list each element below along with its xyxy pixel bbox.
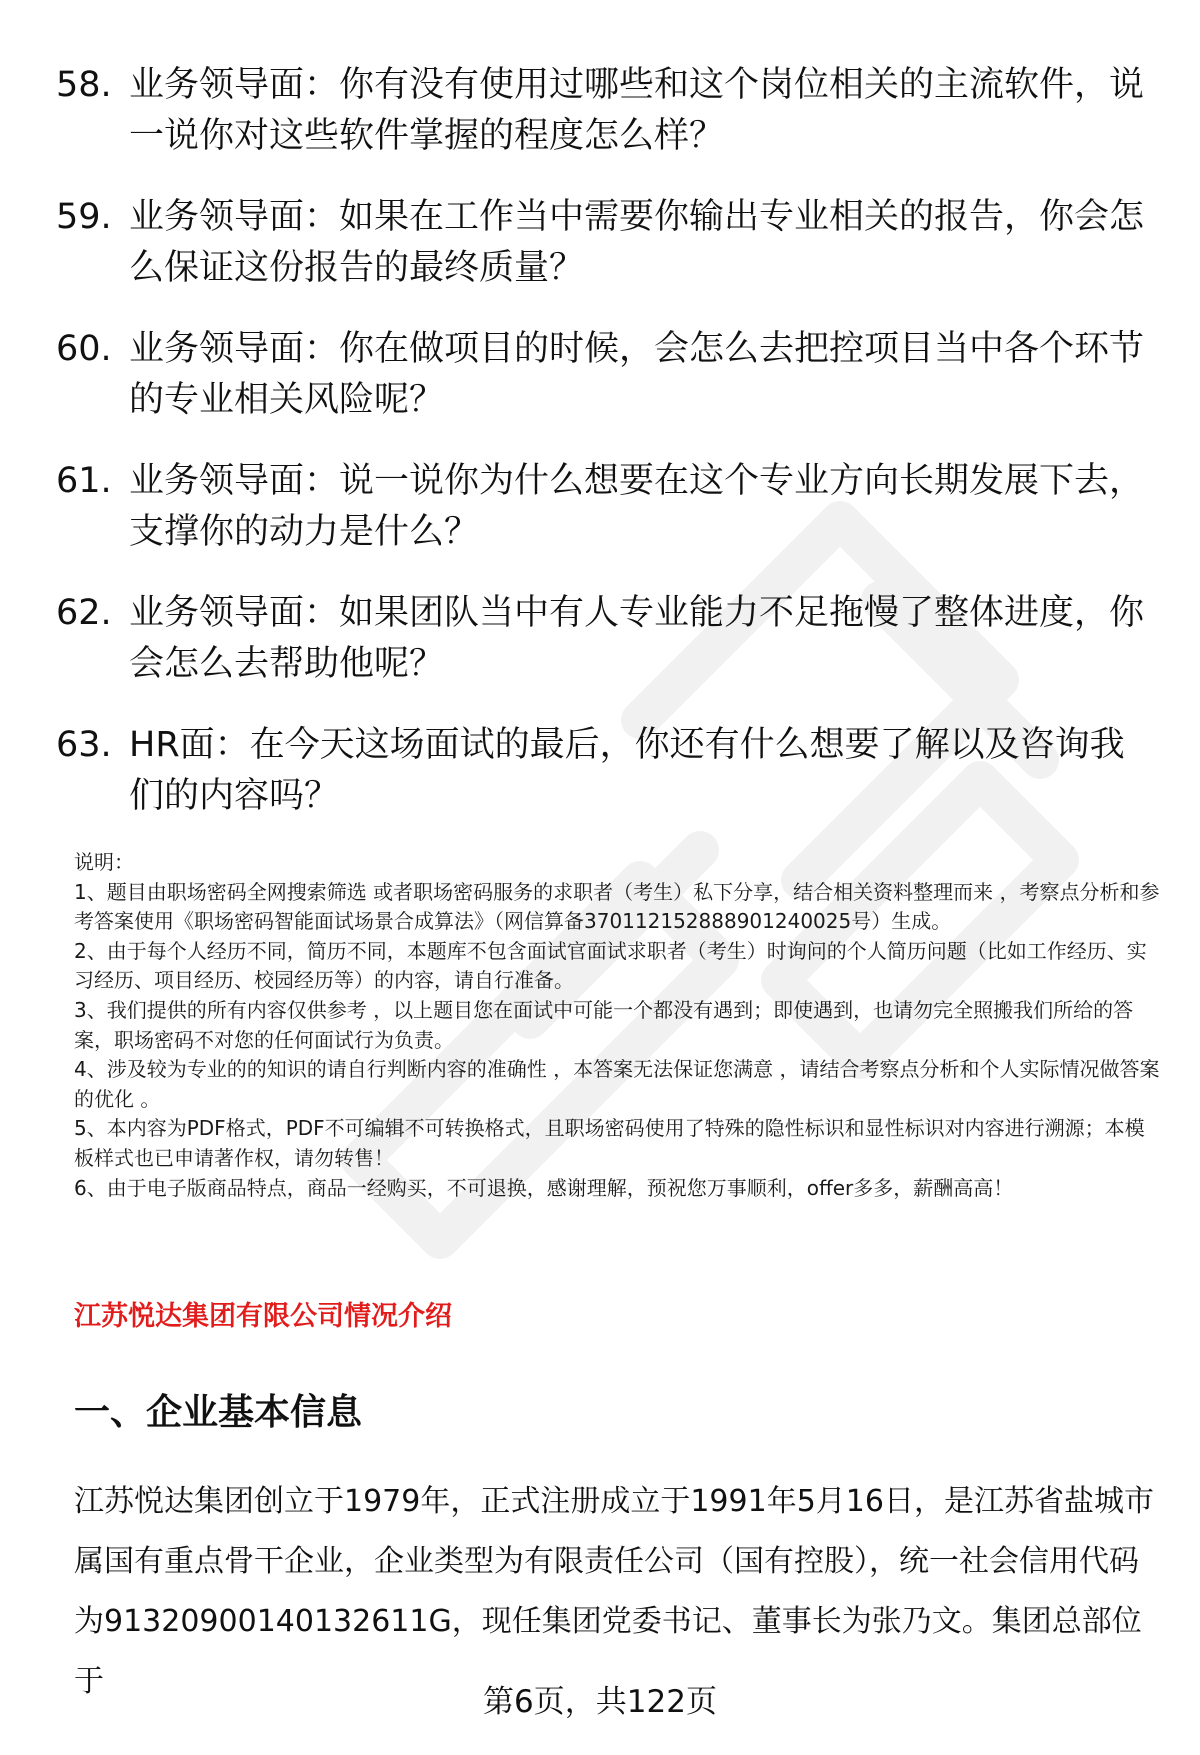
question-number: 59. — [56, 197, 112, 237]
question-item — [56, 60, 1146, 162]
question-item — [56, 324, 1146, 426]
question-item — [56, 720, 1146, 822]
question-text: HR面：在今天这场面试的最后，你还有什么想要了解以及咨询我们的内容吗？ — [129, 725, 1125, 816]
question-text: 业务领导面：你有没有使用过哪些和这个岗位相关的主流软件，说一说你对这些软件掌握的程度怎么样？ — [129, 65, 1145, 156]
question-number: 60. — [56, 329, 112, 369]
notes-heading: 说明： — [74, 850, 134, 874]
note-item: 5、本内容为PDF格式，PDF不可编辑不可转换格式，且职场密码使用了特殊的隐性标识和显性标识对内容进行溯源；本模板样式也已申请著作权，请勿转售！ — [74, 1116, 1145, 1170]
question-text: 业务领导面：说一说你为什么想要在这个专业方向长期发展下去，支撑你的动力是什么？ — [129, 461, 1145, 552]
company-title: 江苏悦达集团有限公司情况介绍 — [74, 1301, 452, 1332]
page-footer: 第6页，共122页 — [483, 1684, 717, 1720]
note-item: 1、题目由职场密码全网搜索筛选 或者职场密码服务的求职者（考生）私下分享，结合相关资料整理而来 ，考察点分析和参考答案使用《职场密码智能面试场景合成算法》（网信算备370112152888901240025号）生成。 — [74, 879, 1160, 934]
question-list — [56, 60, 1146, 852]
question-number: 61. — [56, 461, 112, 501]
note-item: 4、涉及较为专业的的知识的请自行判断内容的准确性 ，本答案无法保证您满意 ，请结合考察点分析和个人实际情况做答案的优化 。 — [74, 1057, 1160, 1111]
question-text: 业务领导面：你在做项目的时候，会怎么去把控项目当中各个环节的专业相关风险呢？ — [129, 329, 1145, 420]
note-item: 6、由于电子版商品特点，商品一经购买，不可退换，感谢理解，预祝您万事顺利，offer多多，薪酬高高！ — [74, 1175, 1014, 1200]
intro-paragraph: 江苏悦达集团创立于1979年，正式注册成立于1991年5月16日，是江苏省盐城市属国有重点骨干企业，企业类型为有限责任公司（国有控股），统一社会信用代码为913209001401326​11G，现任集团党委书记、董事长为张乃文。集团总部位于 — [74, 1484, 1154, 1699]
note-item: 2、由于每个人经历不同，简历不同，本题库不包含面试官面试求职者（考生）时询问的个人简历问题（比如工作经历、实习经历、项目经历、校园经历等）的内容，请自行准备。 — [74, 938, 1147, 993]
question-item — [56, 588, 1146, 690]
question-number: 58. — [56, 65, 112, 105]
question-text: 业务领导面：如果团队当中有人专业能力不足拖慢了整体进度，你会怎么去帮助他呢？ — [129, 593, 1145, 684]
note-item: 3、我们提供的所有内容仅供参考 ，以上题目您在面试中可能一个都没有遇到；即使遇到，也请勿完全照搬我们所给的答案，职场密码不对您的任何面试行为负责。 — [74, 997, 1134, 1052]
question-number: 63. — [56, 725, 112, 765]
question-text: 业务领导面：如果在工作当中需要你输出专业相关的报告，你会怎么保证这份报告的最终质量？ — [129, 197, 1145, 288]
question-number: 62. — [56, 593, 112, 633]
notes-section — [74, 848, 1164, 1203]
section-heading: 一、企业基本信息 — [74, 1392, 363, 1433]
question-item — [56, 192, 1146, 294]
question-item — [56, 456, 1146, 558]
